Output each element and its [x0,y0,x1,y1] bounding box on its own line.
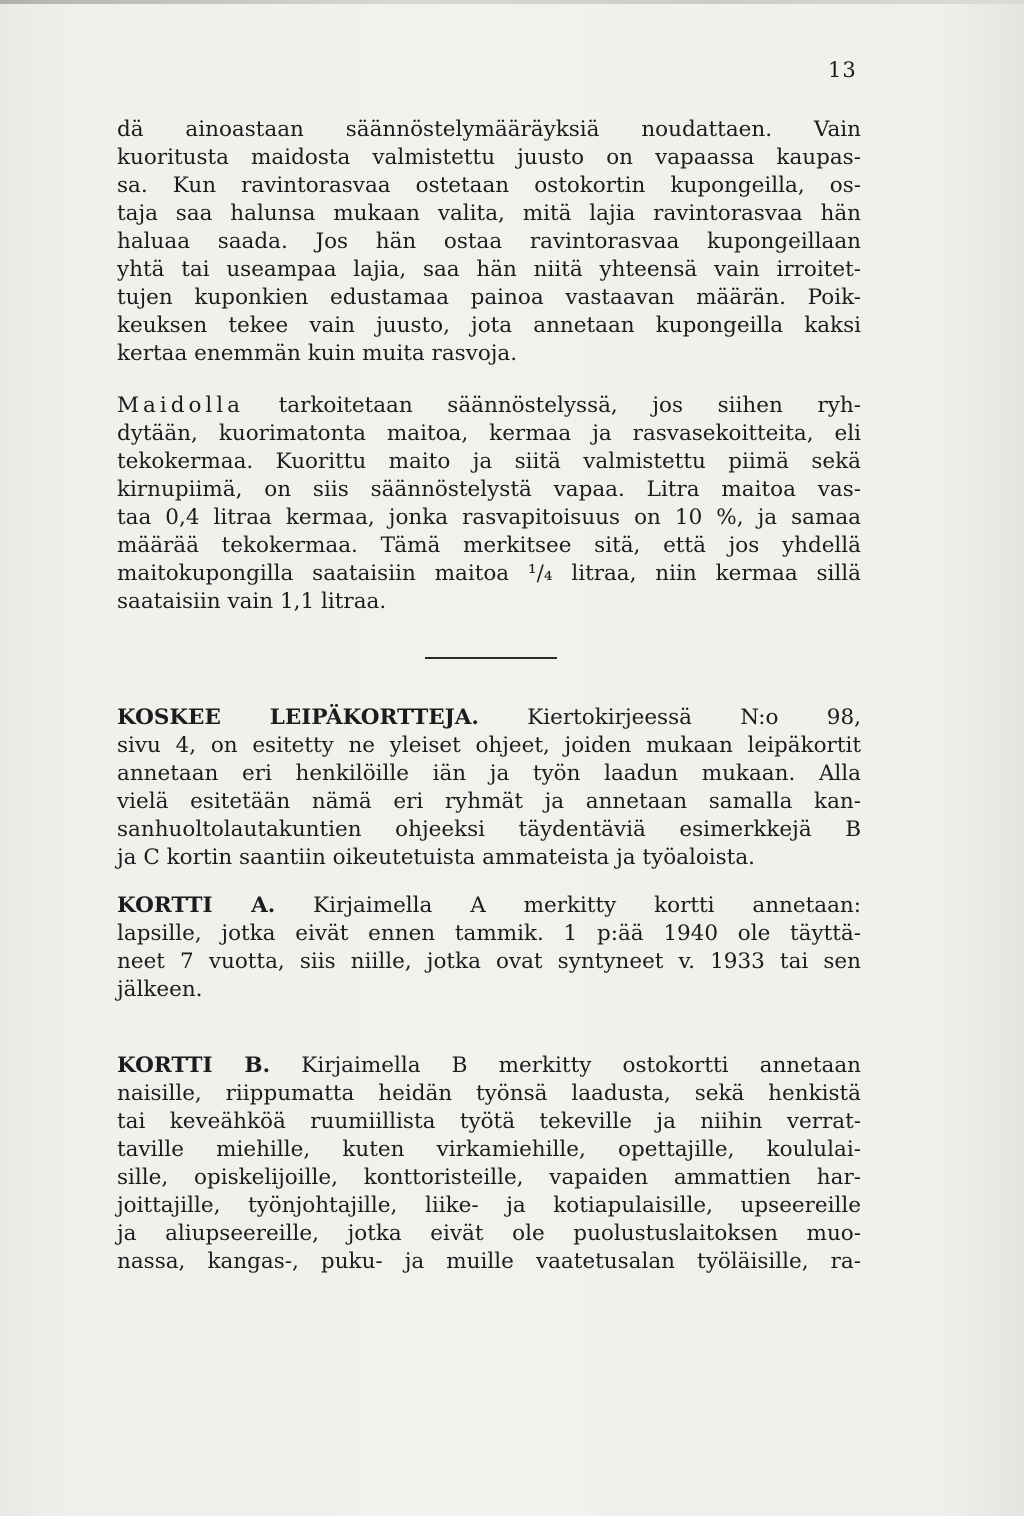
page-top-edge [0,0,1024,4]
text-line: saataisiin vain 1,1 litraa. [117,589,387,614]
text-line: neet 7 vuotta, siis niille, jotka ovat syntyneet v. 1933 tai sen [117,949,861,974]
text-line [117,892,861,920]
text-line: nassa, kangas-, puku- ja muille vaatetusalan työläisille, ra- [117,1249,861,1274]
text-line [117,1052,861,1080]
text-line: taja saa halunsa mukaan valita, mitä lajia ravintorasvaa hän [117,201,861,226]
text-line: sivu 4, on esitetty ne yleiset ohjeet, joiden mukaan leipäkortit [117,733,861,758]
section-heading: KORTTI B. [117,1053,271,1078]
text-line: maitokupongilla saataisiin maitoa ¹/₄ litraa, niin kermaa sillä [117,561,861,586]
text-line: haluaa saada. Jos hän ostaa ravintorasvaa kupongeillaan [117,229,861,254]
text-line: annetaan eri henkilöille iän ja työn laadun mukaan. Alla [117,761,861,786]
text-run: Kirjaimella A merkitty kortti annetaan: [275,893,861,918]
text-line [117,704,861,732]
text-line: ja C kortin saantiin oikeutetuista ammateista ja työaloista. [117,845,755,870]
text-line: dä ainoastaan säännöstelymääräyksiä noudattaen. Vain [117,117,861,142]
text-line: ja aliupseereille, jotka eivät ole puolustuslaitoksen muo- [117,1221,861,1246]
text-run: Kiertokirjeessä N:o 98, [478,705,861,730]
text-line: taville miehille, kuten virkamiehille, opettajille, koululai- [117,1137,861,1162]
section-heading: KOSKEE LEIPÄKORTTEJA. [117,705,479,730]
text-line: yhtä tai useampaa lajia, saa hän niitä yhteensä vain irroitet- [117,257,861,282]
text-run: Kirjaimella B merkitty ostokortti annetaan [270,1053,861,1078]
paragraph-1 [117,116,861,368]
paragraph-2 [117,392,861,616]
text-line: joittajille, työnjohtajille, liike- ja kotiapulaisille, upseereille [117,1193,861,1218]
text-line: sanhuoltolautakuntien ohjeeksi täydentäviä esimerkkejä B [117,817,861,842]
text-run: tarkoitetaan säännöstelyssä, jos siihen ryh- [244,393,861,418]
text-line: lapsille, jotka eivät ennen tammik. 1 p:ää 1940 ole täyttä- [117,921,861,946]
text-line: tai keveähköä ruumiillista työtä tekeville ja niihin verrat- [117,1109,861,1134]
text-line: jälkeen. [117,977,203,1002]
text-line: naisille, riippumatta heidän työnsä laadusta, sekä henkistä [117,1081,861,1106]
text-line: vielä esitetään nämä eri ryhmät ja annetaan samalla kan- [117,789,861,814]
section-divider [425,657,557,659]
text-line: tujen kuponkien edustamaa painoa vastaavan määrän. Poik- [117,285,861,310]
text-line: kuoritusta maidosta valmistettu juusto on vapaassa kaupas- [117,145,861,170]
text-line: määrää tekokermaa. Tämä merkitsee sitä, että jos yhdellä [117,533,861,558]
text-line [117,392,861,420]
text-line: sille, opiskelijoille, konttoristeille, vapaiden ammattien har- [117,1165,861,1190]
page-number: 13 [828,58,857,82]
text-line: dytään, kuorimatonta maitoa, kermaa ja rasvasekoitteita, eli [117,421,861,446]
text-line: kirnupiimä, on siis säännöstelystä vapaa. Litra maitoa vas- [117,477,861,502]
text-line: taa 0,4 litraa kermaa, jonka rasvapitoisuus on 10 %, ja samaa [117,505,861,530]
paragraph-3 [117,704,861,872]
section-heading: KORTTI A. [117,893,276,918]
paragraph-lead: Maidolla [117,393,244,418]
paragraph-4 [117,892,861,1004]
text-line: tekokermaa. Kuorittu maito ja siitä valmistettu piimä sekä [117,449,861,474]
text-line: keuksen tekee vain juusto, jota annetaan kupongeilla kaksi [117,313,861,338]
text-line: sa. Kun ravintorasvaa ostetaan ostokortin kupongeilla, os- [117,173,861,198]
text-line: kertaa enemmän kuin muita rasvoja. [117,341,518,366]
paragraph-5 [117,1052,861,1276]
